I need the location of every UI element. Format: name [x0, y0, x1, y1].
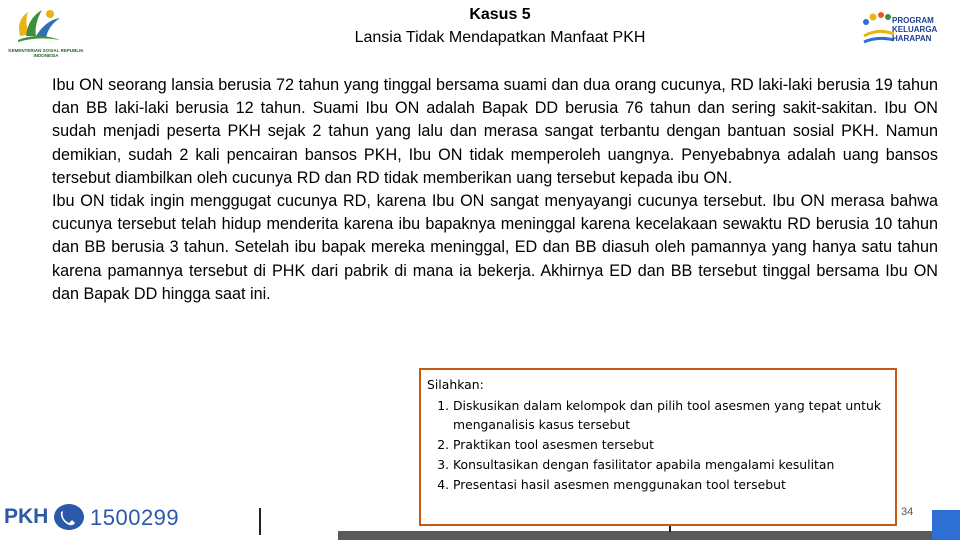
bottom-tick: [669, 526, 671, 532]
slide-title: Kasus 5: [469, 6, 531, 23]
footer-hotline: 1500299: [90, 505, 180, 530]
case-description: [52, 74, 938, 306]
phone-icon: [52, 502, 86, 532]
case-paragraph-2: Ibu ON tidak ingin menggugat cucunya RD, karena Ibu ON sangat menyayangi cucunya tersebut. Ibu ON merasa bahwa cucunya tersebut telah hidup menderita karena ibu bapaknya meninggal karena kecelakaan sewaktu RD berusia 10 tahun dan BB berusia 3 tahun. Setelah ibu bapak mereka meninggal, ED dan BB diasuh oleh pamannya yang hanya satu tahun karena pamannya tersebut di PHK dari pabrik di mana ia bekerja. Akhirnya ED dan BB tersebut tinggal bersama Ibu ON dan Bapak DD hingga saat ini.: [52, 192, 938, 303]
task-instructions-box: [419, 368, 897, 526]
task-item-2: 2. Praktikan tool asesmen tersebut: [453, 434, 889, 456]
task-item-4: 4. Presentasi hasil asesmen menggunakan tool tersebut: [453, 474, 889, 496]
footer-brand: PKH: [4, 505, 49, 528]
logo-line-1: PROGRAM: [892, 16, 934, 25]
logo-caption: KEMENTERIAN SOSIAL REPUBLIK INDONESIA: [8, 48, 84, 58]
bottom-bar: [338, 531, 932, 540]
logo-line-3: HARAPAN: [892, 34, 932, 43]
task-item-3: 3. Konsultasikan dengan fasilitator apabila mengalami kesulitan: [453, 455, 889, 474]
task-item-1: 1. Diskusikan dalam kelompok dan pilih tool asesmen yang tepat untuk menganalisis kasus tersebut: [453, 396, 889, 434]
footer-divider: [259, 508, 261, 535]
task-heading: Silahkan:: [427, 377, 484, 392]
page-number: 34: [901, 506, 914, 518]
task-list: [427, 396, 889, 496]
slide-subtitle: Lansia Tidak Mendapatkan Manfaat PKH: [354, 29, 646, 46]
logo-line-2: KELUARGA: [892, 25, 938, 34]
corner-block: [932, 510, 960, 540]
case-paragraph-1: Ibu ON seorang lansia berusia 72 tahun yang tinggal bersama suami dan dua orang cucunya, RD laki-laki berusia 19 tahun dan BB laki-laki berusia 12 tahun. Suami Ibu ON adalah Bapak DD berusia 76 tahun dan sering sakit-sakitan. Ibu ON sudah menjadi peserta PKH sejak 2 tahun yang lalu dan merasa sangat terbantu dengan bantuan sosial PKH. Namun demikian, sudah 2 kali pencairan bansos PKH, Ibu ON tidak memperoleh uangnya. Penyebabnya adalah uang bansos tersebut diambilkan oleh cucunya RD dan RD tidak memberikan uang tersebut kepada ibu ON.: [52, 76, 938, 187]
